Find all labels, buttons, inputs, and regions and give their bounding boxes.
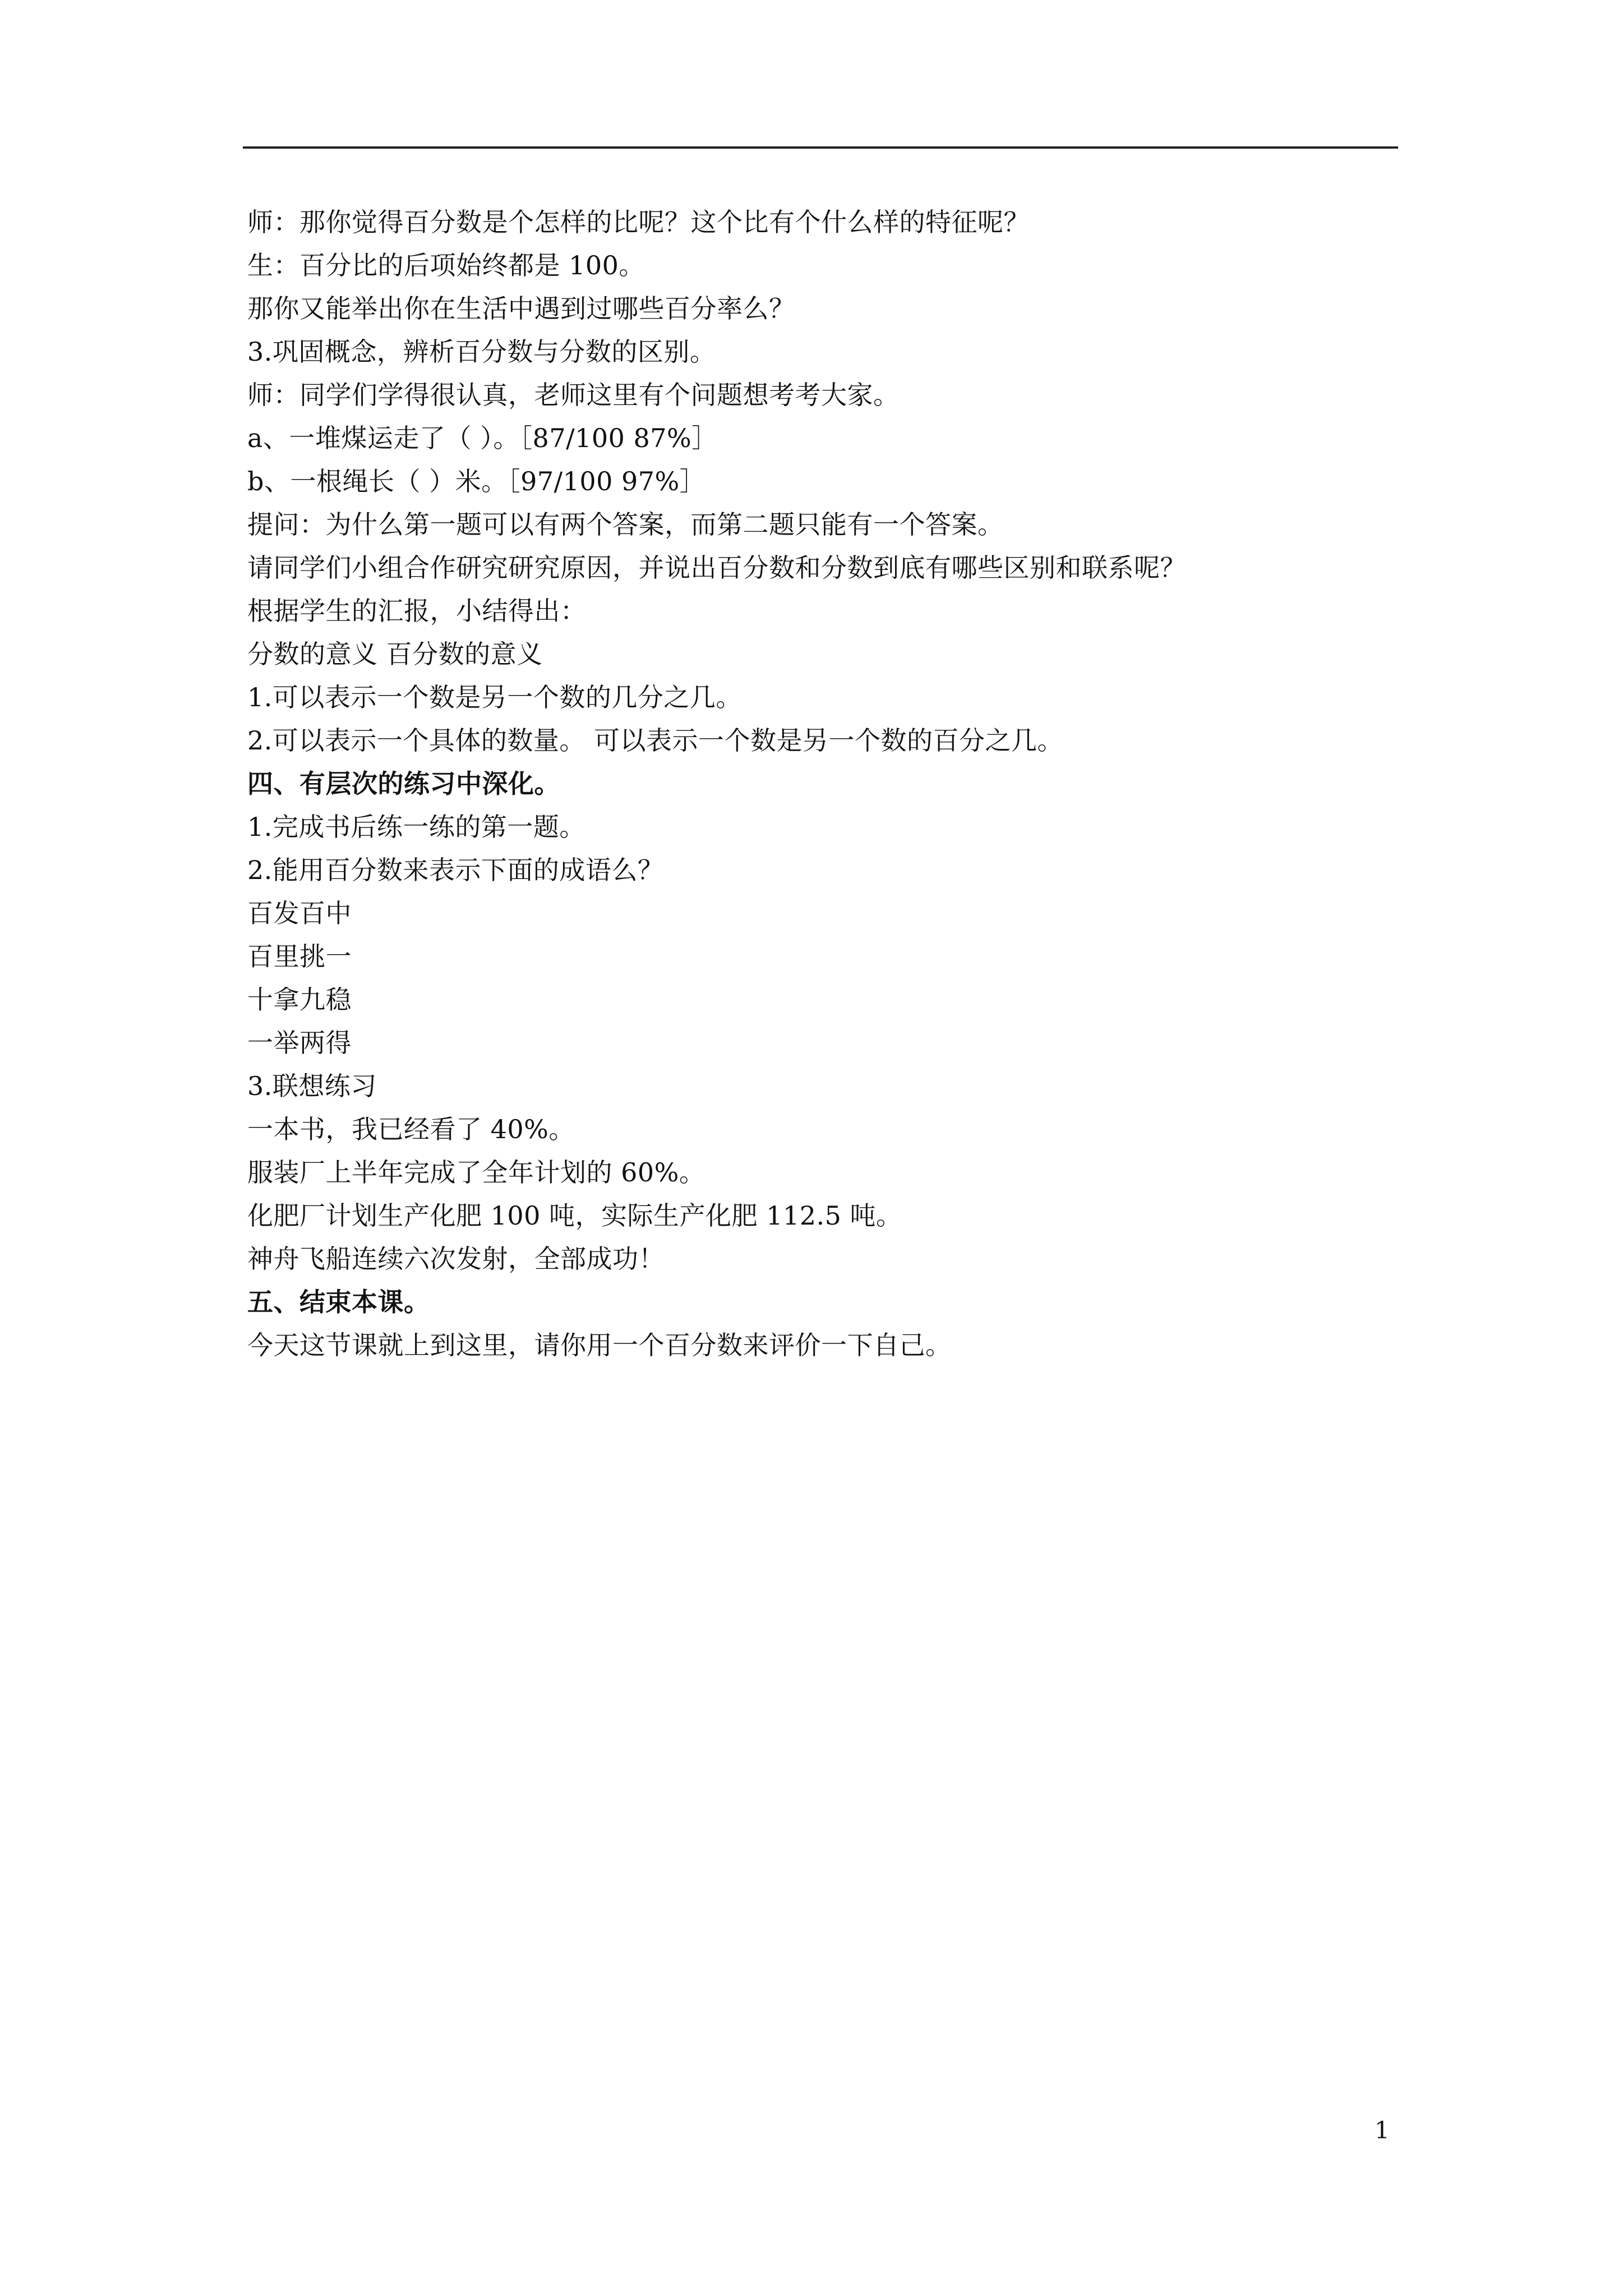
- text-line: 那你又能举出你在生活中遇到过哪些百分率么？: [247, 293, 795, 324]
- text-line: 分数的意义 百分数的意义: [247, 639, 543, 669]
- text-line: 请同学们小组合作研究研究原因，并说出百分数和分数到底有哪些区别和联系呢？: [247, 553, 1186, 583]
- idiom-line: 一举两得: [247, 1028, 352, 1058]
- text-line: 3.巩固概念，辨析百分数与分数的区别。: [247, 337, 716, 367]
- text-line: 2.能用百分数来表示下面的成语么？: [247, 855, 664, 885]
- text-line: 2.可以表示一个具体的数量。 可以表示一个数是另一个数的百分之几。: [247, 725, 1064, 756]
- text-line: 化肥厂计划生产化肥 100 吨，实际生产化肥 112.5 吨。: [247, 1200, 902, 1231]
- idiom-line: 十拿九稳: [247, 984, 352, 1015]
- section-heading: 四、有层次的练习中深化。: [247, 769, 560, 799]
- text-line: 一本书，我已经看了 40%。: [247, 1114, 575, 1144]
- header-rule: [243, 146, 1398, 149]
- text-line: 服装厂上半年完成了全年计划的 60%。: [247, 1157, 706, 1188]
- text-line: 神舟飞船连续六次发射，全部成功！: [247, 1244, 665, 1274]
- text-line: 生：百分比的后项始终都是 100。: [247, 250, 645, 280]
- text-line: 1.完成书后练一练的第一题。: [247, 812, 585, 842]
- text-line: 1.可以表示一个数是另一个数的几分之几。: [247, 682, 742, 712]
- text-line: 师：那你觉得百分数是个怎样的比呢？这个比有个什么样的特征呢？: [247, 207, 1030, 237]
- text-line: a、一堆煤运走了（ ）。［87/100 87%］: [247, 423, 718, 453]
- text-line: 今天这节课就上到这里，请你用一个百分数来评价一下自己。: [247, 1330, 952, 1360]
- text-line: b、一根绳长（ ）米。［97/100 97%］: [247, 466, 706, 496]
- page-number: 1: [1375, 2116, 1390, 2144]
- text-line: 师：同学们学得很认真，老师这里有个问题想考考大家。: [247, 380, 900, 410]
- section-heading: 五、结束本课。: [247, 1287, 430, 1317]
- idiom-line: 百里挑一: [247, 941, 352, 972]
- text-line: 根据学生的汇报，小结得出：: [247, 596, 587, 626]
- text-line: 3.联想练习: [247, 1071, 377, 1101]
- idiom-line: 百发百中: [247, 898, 352, 928]
- text-line: 提问：为什么第一题可以有两个答案，而第二题只能有一个答案。: [247, 509, 1004, 540]
- body-text: [247, 201, 1403, 1367]
